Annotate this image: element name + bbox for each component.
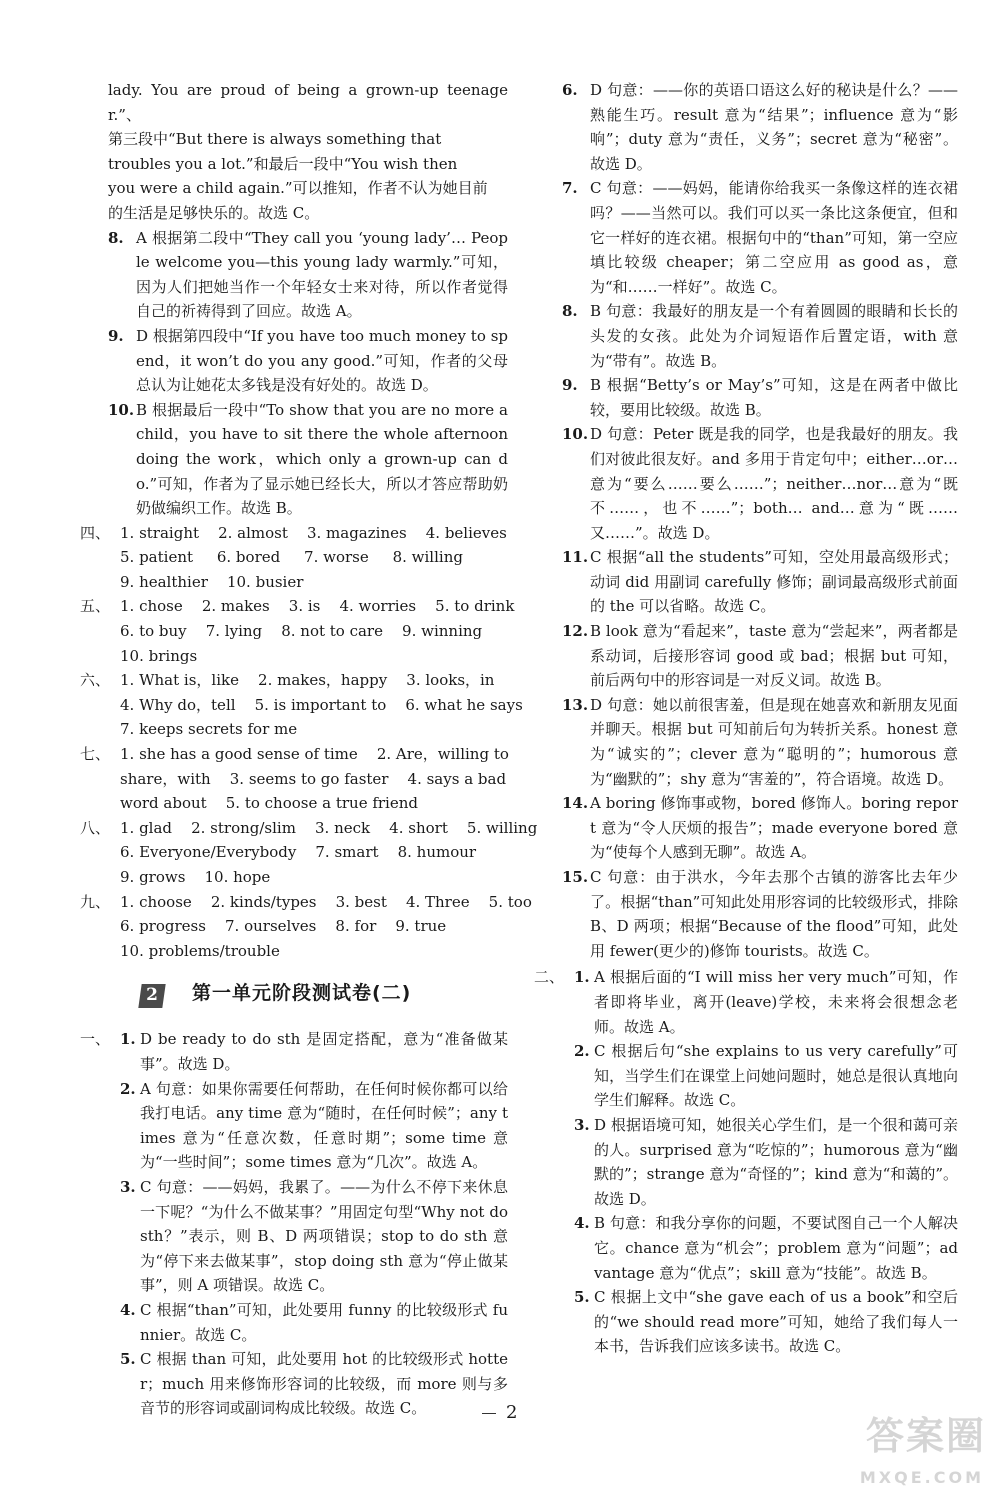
section-mark: 二、 (534, 968, 565, 987)
right-column (534, 78, 959, 1359)
answer-item-10 (562, 422, 958, 545)
answer-row: 1. straight 2. almost 3. magazines 4. believes (120, 523, 507, 542)
answer-row: 6. progress 7. ourselves 8. for 9. true (120, 917, 447, 936)
section-mark: 四、 (80, 523, 111, 542)
item-number: 14. (562, 794, 589, 813)
item-number: 8. (108, 228, 124, 247)
item-text: C 句意：由于洪水，今年去那个古镇的游客比去年少了。根据“than”可知此处用形容词的比较级形式，排除 B、D 两项；根据“Because of the flood”可知，此处用 fewer(更少的)修饰 tourists。故选 C。 (590, 868, 958, 960)
section-7 (80, 742, 508, 816)
watermark-url: MXQE.COM (859, 1468, 984, 1487)
answer-row: 1. chose 2. makes 3. is 4. worries 5. to drink (120, 597, 515, 616)
item-text: D 根据第四段中“If you have too much money to spend，it won’t do you any good.”可知，作者的父母总认为让她花太多钱是没有好处的。故选 D。 (136, 326, 508, 395)
item-number: 10. (562, 425, 589, 444)
item-number: 5. (120, 1350, 136, 1369)
answer-row: 5. patient 6. bored 7. worse 8. willing (120, 548, 463, 567)
answer-item-1 (120, 1027, 508, 1076)
item-text: D 句意：她以前很害羞，但是现在她喜欢和新朋友见面并聊天。根据 but 可知前后句为转折关系。honest 意为“诚实的”；clever 意为“聪明的”；humorous 意为“幽默的”；shy 意为“害羞的”，符合语境。故选 D。 (590, 695, 958, 788)
answer-row: 6. Everyone/Everybody 7. smart 8. humour (120, 843, 477, 862)
item-text: C 根据后句“she explains to us very carefully”可知，当学生们在课堂上问她问题时，她总是很认真地向学生们解释。故选 C。 (594, 1042, 958, 1110)
item-number: 5. (574, 1288, 590, 1307)
item-text: B 根据最后一段中“To show that you are no more a child，you have to sit there the whole afternoon doing the work，which only a grown-up can do.”可知，作者为了显示她已经长大，所以才答应帮助奶奶做编织工作。故选 B。 (136, 400, 508, 518)
answer-item-6 (562, 78, 958, 176)
answer-row: 6. to buy 7. lying 8. not to care 9. winning (120, 622, 483, 641)
answer-row: 1. she has a good sense of time 2. Are，willing to (120, 745, 509, 764)
answer-item-2 (120, 1077, 508, 1175)
item-number: 12. (562, 622, 589, 641)
item-text: B 句意：和我分享你的问题，不要试图自己一个人解决它。chance 意为“机会”；problem 意为“问题”；advantage 意为“优点”；skill 意为“技能”。故选 B。 (594, 1214, 958, 1282)
answer-item-11 (562, 545, 958, 619)
item-text: B 根据“Betty’s or May’s”可知，这是在两者中做比较，要用比较级。故选 B。 (590, 376, 958, 419)
answer-row: 9. healthier 10. busier (120, 572, 304, 591)
intro-paragraph (108, 78, 508, 226)
left-column (80, 78, 538, 1421)
section-mark: 五、 (80, 597, 111, 616)
item-text: C 句意：——妈妈，我累了。——为什么不停下来休息一下呢？“为什么不做某事？”用固定句型“Why not do sth？”表示，则 B、D 两项错误；stop to do sth 意为“停下来去做某事”，stop doing sth 意为“停止做某事”，则 A 项错误。故选 C。 (140, 1177, 508, 1295)
answer-item-5 (120, 1347, 508, 1421)
answer-item-3 (574, 1113, 958, 1211)
item-text: C 根据“all the students”可知，空处用最高级形式；动词 did 用副词 carefully 修饰；副词最高级形式前面的 the 可以省略。故选 C。 (590, 548, 958, 616)
section-6 (80, 668, 523, 742)
item-number: 1. (120, 1030, 136, 1049)
item-number: 7. (562, 179, 578, 198)
item-number: 10. (108, 400, 135, 419)
part2-section-1 (80, 1027, 508, 1421)
item-text: C 根据上文中“she gave each of us a book”和空后的“we should read more”可知，她给了我们每人一本书，告诉我们应该多读书。故选 C。 (594, 1288, 958, 1356)
section-9 (80, 890, 532, 964)
item-number: 4. (574, 1214, 590, 1233)
watermark-logo (836, 1414, 986, 1487)
text-line: you were a child again.”可以推知，作者不认为她目前 (108, 179, 488, 198)
answer-row: share，with 3. seems to go faster 4. says a bad (120, 769, 507, 788)
item-text: B 句意：我最好的朋友是一个有着圆圆的眼睛和长长的头发的女孩。此处为介词短语作后置定语，with 意为“带有”。故选 B。 (590, 302, 958, 370)
page-number: 2 (506, 1401, 517, 1426)
answer-row: 4. Why do，tell 5. is important to 6. what he says (120, 695, 523, 714)
item-number: 6. (562, 81, 578, 99)
item-text: D 句意：Peter 既是我的同学，也是我最好的朋友。我们对彼此很友好。and 多用于肯定句中；either…or…意为“要么……要么……”；neither…nor…意为“既不……，也不……”；both… and…意为“既……又……”。故选 D。 (590, 425, 958, 542)
answer-item-13 (562, 693, 958, 791)
section-mark: 八、 (80, 818, 111, 837)
text-line: troubles you a lot.”和最后一段中“You wish then (108, 154, 458, 173)
item-text: A 根据后面的“I will miss her very much”可知，作者即将毕业，离开(leave)学校，未来将会很想念老师。故选 A。 (594, 968, 958, 1036)
section-mark: 七、 (80, 745, 111, 764)
answer-item-14 (562, 791, 958, 865)
answer-item-9 (108, 324, 508, 398)
item-text: A boring 修饰事或物，bored 修饰人。boring report 意为“令人厌烦的报告”；made everyone bored 意为“使每个人感到无聊”。故选 A。 (590, 794, 958, 862)
section-4 (80, 521, 508, 595)
item-number: 2. (574, 1042, 590, 1061)
answer-item-9 (562, 373, 958, 422)
item-number: 9. (108, 326, 124, 345)
item-text: D be ready to do sth 是固定搭配，意为“准备做某事”。故选 D。 (140, 1030, 508, 1073)
answer-row: 10. problems/trouble (120, 941, 280, 960)
item-number: 9. (562, 376, 578, 395)
item-text: B look 意为“看起来”，taste 意为“尝起来”，两者都是系动词，后接形容词 good 或 bad；根据 but 可知，前后两句中的形容词是一对反义词。故选 B。 (590, 622, 958, 690)
answer-item-8 (108, 226, 508, 324)
answer-item-10 (108, 398, 508, 521)
answer-item-4 (574, 1211, 958, 1285)
answer-item-15 (562, 865, 958, 963)
item-number: 13. (562, 695, 589, 714)
answer-row: 7. keeps secrets for me (120, 720, 298, 739)
answer-item-5 (574, 1285, 958, 1359)
item-number: 4. (120, 1300, 136, 1319)
section-title: 第一单元阶段测试卷(二) (192, 982, 412, 1005)
item-number: 11. (562, 548, 589, 567)
section-mark: 九、 (80, 892, 111, 911)
answer-row: 1. choose 2. kinds/types 3. best 4. Three 5. too (120, 892, 532, 911)
item-text: C 根据 than 可知，此处要用 hot 的比较级形式 hotter；much 用来修饰形容词的比较级，而 more 则与多音节的形容词或副词构成比较级。故选 C。 (140, 1350, 508, 1418)
answer-item-8 (562, 299, 958, 373)
answer-item-12 (562, 619, 958, 693)
section-number-icon: 2 (138, 984, 165, 1008)
answer-item-7 (562, 176, 958, 299)
answer-item-2 (574, 1039, 958, 1113)
answer-row: 9. grows 10. hope (120, 868, 271, 886)
dash-icon (482, 1413, 496, 1414)
answer-item-3 (120, 1175, 508, 1298)
section-5 (80, 594, 515, 668)
answer-item-4 (120, 1298, 508, 1347)
item-number: 1. (574, 968, 590, 987)
item-number: 3. (120, 1177, 136, 1196)
item-number: 2. (120, 1079, 136, 1098)
item-number: 8. (562, 302, 578, 321)
item-number: 15. (562, 868, 589, 886)
item-text: A 句意：如果你需要任何帮助，在任何时候你都可以给我打电话。any time 意为“随时，在任何时候”；any times 意为“任意次数，任意时期”；some time 意为“一些时间”；some times 意为“几次”。故选 A。 (140, 1079, 508, 1172)
section-8 (80, 816, 538, 890)
item-number: 3. (574, 1115, 590, 1134)
item-text: D 根据语境可知，她很关心学生们，是一个很和蔼可亲的人。surprised 意为“吃惊的”；humorous 意为“幽默的”；strange 意为“奇怪的”；kind 意为“和蔼的”。故选 D。 (594, 1115, 959, 1208)
answer-row: word about 5. to choose a true friend (120, 794, 418, 813)
section-mark: 六、 (80, 671, 111, 690)
section-heading (140, 981, 508, 1013)
watermark-text: 答案圈 (865, 1414, 986, 1458)
item-text: C 句意：——妈妈，能请你给我买一条像这样的连衣裙吗？——当然可以。我们可以买一条比这条便宜，但和它一样好的连衣裙。根据句中的“than”可知，第一空应填比较级 cheaper；第二空应用 as good as，意为“和……一样好”。故选 C。 (590, 179, 958, 296)
answer-item-1 (574, 965, 958, 1039)
answer-row: 1. What is，like 2. makes，happy 3. looks，in (120, 671, 495, 690)
part2-section-2 (534, 965, 958, 1359)
section-mark: 一、 (80, 1030, 111, 1049)
text-line: lady. You are proud of being a grown-up teenager.”、 (108, 81, 508, 124)
item-text: C 根据“than”可知，此处要用 funny 的比较级形式 funnier。故选 C。 (140, 1300, 508, 1344)
item-text: D 句意：——你的英语口语这么好的秘诀是什么？——熟能生巧。result 意为“结果”；influence 意为“影响”；duty 意为“责任，义务”；secret 意为“秘密”。故选 D。 (590, 81, 958, 173)
answer-row: 10. brings (120, 646, 198, 665)
answer-row: 1. glad 2. strong/slim 3. neck 4. short 5. willing (120, 818, 538, 837)
item-text: A 根据第二段中“They call you ‘young lady’… People welcome you—this young lady warmly.”可知，因为人们把她当作一个年轻女士来对待，所以作者觉得自己的祈祷得到了回应。故选 A。 (136, 228, 508, 321)
text-line: 第三段中“But there is always something that (108, 130, 442, 149)
text-line: 的生活是足够快乐的。故选 C。 (108, 203, 320, 222)
